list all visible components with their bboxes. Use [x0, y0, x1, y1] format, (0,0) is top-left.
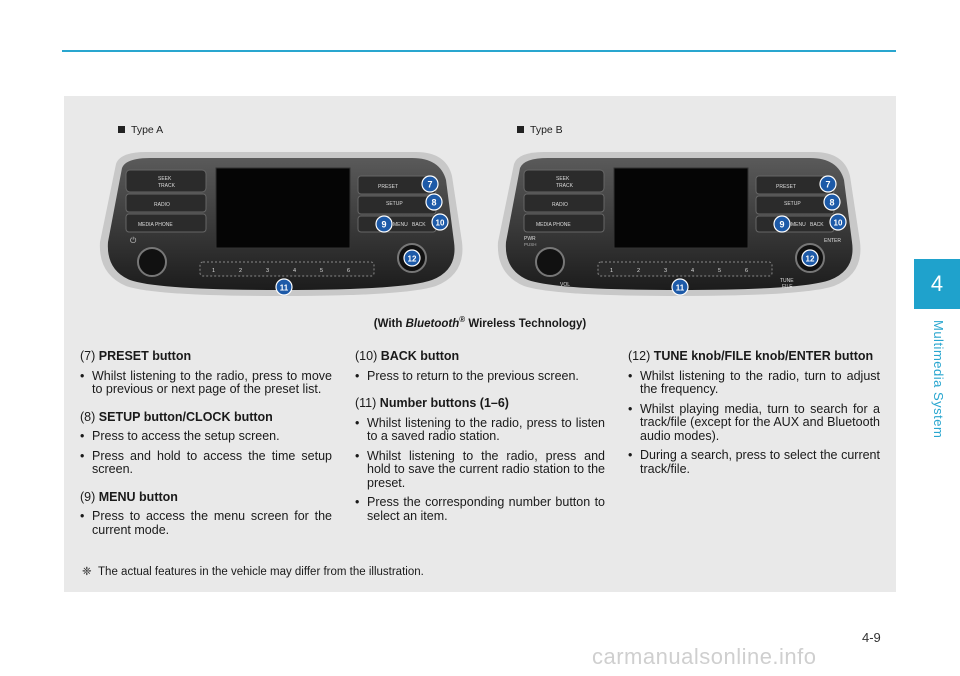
chapter-tab[interactable]: 4 [914, 259, 960, 309]
preset-5: 5 [718, 268, 722, 274]
callout-7-text: 7 [427, 179, 433, 190]
type-b-label: Type B [517, 124, 563, 136]
vol-label: VOL [560, 282, 571, 288]
section-heading: (12) TUNE knob/FILE knob/ENTER button [628, 349, 874, 363]
column-2 [355, 350, 605, 537]
display-screen [216, 168, 350, 248]
seek-label: SEEK [158, 176, 172, 182]
list-item: • Press to access the menu screen for the current mode. [80, 510, 332, 537]
radio-label: RADIO [552, 202, 568, 208]
list-item: • During a search, press to select the current track/file. [628, 449, 880, 476]
preset-label: PRESET [776, 184, 797, 190]
list-item: • Whilst listening to the radio, press to move to previous or next page of the preset list. [80, 370, 332, 397]
section-heading: (8) SETUP button/CLOCK button [80, 409, 273, 424]
list-item: • Whilst playing media, turn to search for a track/file (except for the AUX and Bluetooth audio modes). [628, 403, 880, 444]
preset-4: 4 [293, 268, 297, 274]
figure-caption: (With Bluetooth® Wireless Technology) [373, 315, 587, 330]
section-back [355, 350, 605, 383]
preset-3: 3 [664, 268, 668, 274]
header-rule [62, 50, 896, 52]
section-number-buttons [355, 397, 605, 523]
list-item: • Press and hold to access the time setup screen. [80, 450, 332, 477]
callout-7-text: 7 [825, 179, 831, 190]
footnote-text: The actual features in the vehicle may differ from the illustration. [98, 566, 424, 578]
column-3 [628, 350, 880, 490]
note-icon: ❈ [82, 566, 92, 578]
track-label: TRACK [556, 183, 573, 189]
section-heading: (10) BACK button [355, 349, 460, 363]
list-item: • Press the corresponding number button to select an item. [355, 496, 605, 523]
preset-2: 2 [637, 268, 641, 274]
section-setup [80, 411, 332, 477]
setup-label: SETUP [784, 201, 801, 207]
seek-label: SEEK [556, 176, 570, 182]
square-bullet-icon [517, 126, 524, 133]
callout-12-text: 12 [407, 254, 417, 264]
push-label: PUSH [524, 242, 537, 247]
callout-9-text: 9 [381, 219, 387, 230]
file-label: FILE [782, 284, 793, 290]
callout-11-text: 11 [279, 283, 289, 293]
callout-8-text: 8 [829, 197, 835, 208]
power-icon: ⏻ [130, 236, 137, 245]
callout-10-text: 10 [833, 218, 843, 228]
tune-label: TUNE [780, 278, 794, 284]
section-preset [80, 350, 332, 397]
head-unit-illustration-type-b [494, 146, 864, 302]
preset-3: 3 [266, 268, 270, 274]
back-label: BACK [412, 222, 426, 228]
back-label: BACK [810, 222, 824, 228]
page-number: 4-9 [862, 630, 881, 645]
menu-label: MENU [393, 222, 408, 228]
list-item: • Whilst listening to the radio, press to listen to a saved radio station. [355, 417, 605, 444]
callout-8-text: 8 [431, 197, 437, 208]
preset-6: 6 [745, 268, 749, 274]
callout-11-text: 11 [675, 283, 685, 293]
square-bullet-icon [118, 126, 125, 133]
volume-knob[interactable] [536, 248, 564, 276]
section-heading: (11) Number buttons (1–6) [355, 396, 509, 410]
media-phone-label: MEDIA PHONE [138, 222, 173, 228]
chapter-title: Multimedia System [931, 320, 946, 439]
preset-4: 4 [691, 268, 695, 274]
section-heading: (9) MENU button [80, 489, 178, 504]
head-unit-illustration-type-a [96, 146, 466, 302]
radio-label: RADIO [154, 202, 170, 208]
pwr-label: PWR [524, 236, 536, 242]
list-item: • Whilst listening to the radio, press and hold to save the current radio station to the preset. [355, 450, 605, 491]
callout-12-text: 12 [805, 254, 815, 264]
preset-1: 1 [610, 268, 614, 274]
media-phone-label: MEDIA PHONE [536, 222, 571, 228]
column-1 [80, 350, 332, 551]
volume-knob[interactable] [138, 248, 166, 276]
list-item: • Press to access the setup screen. [80, 430, 332, 444]
watermark[interactable]: carmanualsonline.info [592, 644, 817, 669]
preset-label: PRESET [378, 184, 399, 190]
enter-label: ENTER [824, 238, 841, 244]
section-tune-knob [628, 350, 880, 476]
preset-6: 6 [347, 268, 351, 274]
preset-5: 5 [320, 268, 324, 274]
preset-2: 2 [239, 268, 243, 274]
track-label: TRACK [158, 183, 175, 189]
list-item: • Press to return to the previous screen. [355, 370, 605, 384]
list-item: • Whilst listening to the radio, turn to adjust the frequency. [628, 370, 880, 397]
display-screen [614, 168, 748, 248]
preset-1: 1 [212, 268, 216, 274]
setup-label: SETUP [386, 201, 403, 207]
callout-10-text: 10 [435, 218, 445, 228]
section-heading: (7) PRESET button [80, 349, 192, 363]
type-a-label: Type A [118, 124, 163, 136]
section-menu [80, 491, 332, 538]
callout-9-text: 9 [779, 219, 785, 230]
footnote [82, 564, 424, 578]
menu-label: MENU [791, 222, 806, 228]
